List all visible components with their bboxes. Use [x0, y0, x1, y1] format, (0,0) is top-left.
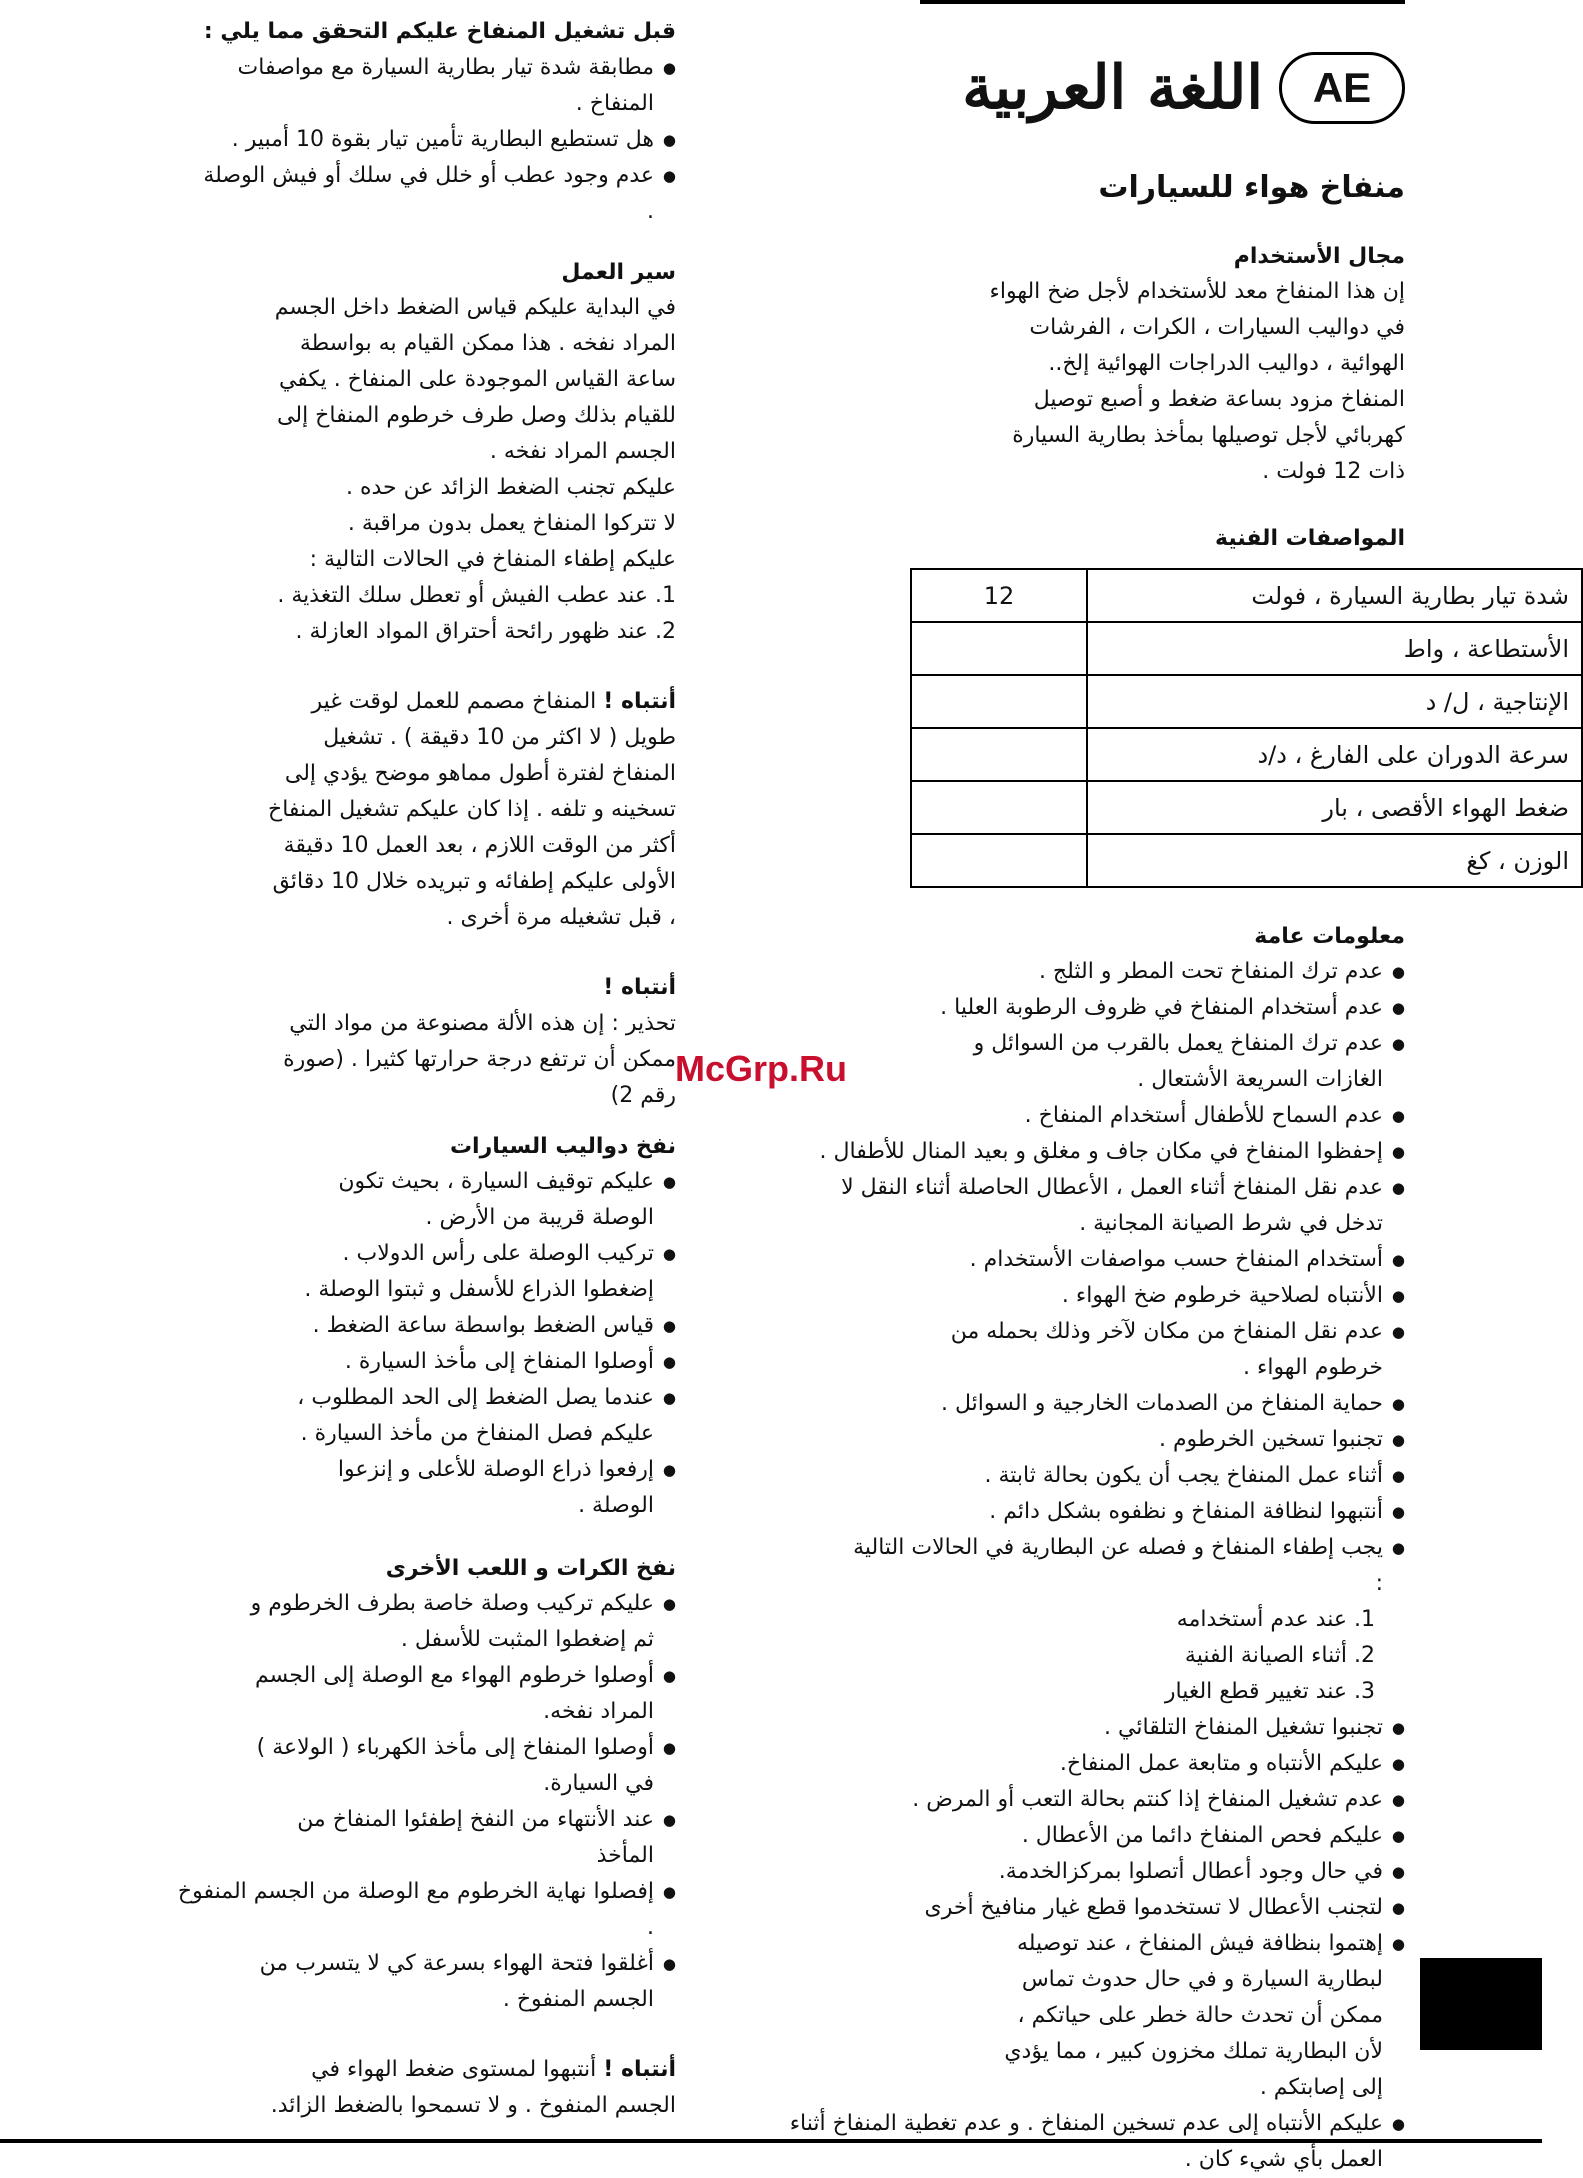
list-item: ● أستخدام المنفاخ حسب مواصفات الأستخدام . [910, 1242, 1405, 1278]
shutdown-cases-list [910, 1602, 1375, 1710]
list-item: ● الأنتباه لصلاحية خرطوم ضخ الهواء . [910, 1278, 1405, 1314]
spec-label: الإنتاجية ، ل/ د [1087, 675, 1582, 728]
numbered-item: 3. عند تغيير قطع الغيار [1164, 1679, 1375, 1704]
table-row [911, 834, 1582, 887]
list-item: ● عدم أستخدام المنفاخ في ظروف الرطوبة العليا . [840, 990, 1405, 1026]
table-row [911, 781, 1582, 834]
spec-label: الوزن ، كغ [1087, 834, 1582, 887]
table-row [911, 675, 1582, 728]
operation-numbered-item: 2. عند ظهور رائحة أحتراق المواد العازلة . [295, 619, 676, 644]
balls-list [177, 1586, 676, 2018]
list-item: ● هل تستطيع البطارية تأمين تيار بقوة 10 أمبير . [196, 122, 676, 158]
spec-value [911, 728, 1087, 781]
page-title: اللغة العربية [962, 52, 1263, 123]
operation-text: عليكم إطفاء المنفاخ في الحالات التالية : [309, 547, 676, 572]
list-item: ● تركيب الوصلة على رأس الدولاب . إضغطوا الذراع للأسفل و ثبتوا الوصلة . [276, 1236, 676, 1308]
list-item: ● لتجنب الأعطال لا تستخدموا قطع غيار منافيخ أخرى [840, 1890, 1405, 1926]
list-item: ● عدم وجود عطب أو خلل في سلك أو فيش الوصلة . [196, 158, 676, 230]
list-item: ● مطابقة شدة تيار بطارية السيارة مع مواصفات المنفاخ . [196, 50, 676, 122]
tires-heading: نفخ دواليب السيارات [449, 1134, 676, 1159]
list-item: ● عندما يصل الضغط إلى الحد المطلوب ، عليكم فصل المنفاخ من مأخذ السيارة . [276, 1380, 676, 1452]
list-item: ● أوصلوا المنفاخ إلى مأخذ الكهرباء ( الولاعة ) في السيارة. [236, 1730, 676, 1802]
numbered-item: 2. أثناء الصيانة الفنية [1184, 1643, 1375, 1668]
spec-value [911, 781, 1087, 834]
specs-table [910, 568, 1583, 888]
side-tab-marker [1420, 1958, 1542, 2050]
list-item: ● عدم ترك المنفاخ تحت المطر و الثلج . [910, 954, 1405, 990]
spec-value [911, 834, 1087, 887]
list-item: ● عدم السماح للأطفال أستخدام المنفاخ . [910, 1098, 1405, 1134]
list-item: ● عليكم الأنتباه إلى عدم تسخين المنفاخ . و عدم تغطية المنفاخ أثناء العمل بأي شيء كان . [760, 2106, 1405, 2178]
list-item: ● أوصلوا المنفاخ إلى مأخذ السيارة . [276, 1344, 676, 1380]
precheck-heading: قبل تشغيل المنفاخ عليكم التحقق مما يلي : [203, 19, 676, 44]
table-row [911, 569, 1582, 622]
table-row [911, 622, 1582, 675]
list-item: ● تجنبوا تسخين الخرطوم . [910, 1422, 1405, 1458]
right-column [789, 30, 1569, 2178]
general-heading: معلومات عامة [1254, 924, 1405, 949]
operation-text: في البداية عليكم قياس الضغط داخل الجسم المراد نفخه . هذا ممكن القيام به بواسطة ساعة القياس الموجودة على المنفاخ . يكفي للقيام بذلك وصل طرف خرطوم المنفاخ إلى الجسم المراد نفخه . [274, 295, 676, 464]
list-item: ● أغلقوا فتحة الهواء بسرعة كي لا يتسرب من الجسم المنفوخ . [236, 1946, 676, 2018]
attention-text: أنتبهوا لمستوى ضغط الهواء في الجسم المنفوخ . و لا تسمحوا بالضغط الزائد. [270, 2057, 676, 2118]
list-item: ● إفصلوا نهاية الخرطوم مع الوصلة من الجسم المنفوخ . [166, 1874, 676, 1946]
list-item: ● إحفظوا المنفاخ في مكان جاف و مغلق و بعيد المنال للأطفال . [760, 1134, 1405, 1170]
list-item: ● عليكم توقيف السيارة ، بحيث تكون الوصلة قريبة من الأرض . [276, 1164, 676, 1236]
list-item: ● عدم ترك المنفاخ يعمل بالقرب من السوائل و الغازات السريعة الأشتعال . [910, 1026, 1405, 1098]
product-title: منفاخ هواء للسيارات [1098, 170, 1405, 205]
spec-value [911, 675, 1087, 728]
list-item: ● أوصلوا خرطوم الهواء مع الوصلة إلى الجسم المراد نفخه. [236, 1658, 676, 1730]
attention-text: تحذير : إن هذه الألة مصنوعة من مواد التي ممكن أن ترتفع درجة حرارتها كثيرا . (صورة رقم 2) [283, 1011, 676, 1108]
operation-numbered-item: 1. عند عطب الفيش أو تعطل سلك التغذية . [277, 583, 676, 608]
spec-value: 12 [911, 569, 1087, 622]
usage-text: إن هذا المنفاخ معد للأستخدام لأجل ضخ الهواء في دواليب السيارات ، الكرات ، الفرشات الهوائية ، دواليب الدراجات الهوائية إلخ.. المنفاخ مزود بساعة ضغط و أصبع توصيل كهربائي لأجل توصيلها بمأخذ بطارية السيارة ذات 12 فولت . [989, 279, 1405, 484]
list-item: ● عدم نقل المنفاخ من مكان لآخر وذلك بحمله من خرطوم الهواء . [910, 1314, 1405, 1386]
attention-label: أنتباه ! [603, 2057, 676, 2082]
list-item: ● حماية المنفاخ من الصدمات الخارجية و السوائل . [840, 1386, 1405, 1422]
title-row [910, 30, 1405, 145]
spec-label: ضغط الهواء الأقصى ، بار [1087, 781, 1582, 834]
list-item: ● أثناء عمل المنفاخ يجب أن يكون بحالة ثابتة . [910, 1458, 1405, 1494]
precheck-list [196, 50, 676, 230]
list-item: ● عليكم تركيب وصلة خاصة بطرف الخرطوم و ثم إضغطوا المثبت للأسفل . [236, 1586, 676, 1658]
spec-label: سرعة الدوران على الفارغ ، د/د [1087, 728, 1582, 781]
operation-text: لا تتركوا المنفاخ يعمل بدون مراقبة . [347, 511, 676, 536]
attention-block [261, 684, 676, 936]
usage-heading: مجال الأستخدام [1233, 244, 1405, 269]
list-item: ● عليكم فحص المنفاخ دائما من الأعطال . [910, 1818, 1405, 1854]
tires-list [276, 1164, 676, 1524]
table-row [911, 728, 1582, 781]
watermark: McGrp.Ru [675, 1048, 848, 1089]
list-item: ● يجب إطفاء المنفاخ و فصله عن البطارية في الحالات التالية : [840, 1530, 1405, 1602]
spec-value [911, 622, 1087, 675]
list-item: ● عليكم الأنتباه و متابعة عمل المنفاخ. [910, 1746, 1405, 1782]
spec-label: شدة تيار بطارية السيارة ، فولت [1087, 569, 1582, 622]
list-item: ● قياس الضغط بواسطة ساعة الضغط . [276, 1308, 676, 1344]
list-item: ● إهتموا بنظافة فيش المنفاخ ، عند توصيله لبطارية السيارة و في حال حدوث تماس ممكن أن تحدث حالة خطر على حياتكم ، لأن البطارية تملك مخزون كبير ، مما يؤدي إلى إصابتكم . [983, 1926, 1405, 2106]
list-item: ● أنتبهوا لنظافة المنفاخ و نظفوه بشكل دائم . [910, 1494, 1405, 1530]
operation-heading: سير العمل [561, 260, 676, 285]
specs-heading: المواصفات الفنية [1215, 526, 1405, 551]
general-list-continued [789, 1710, 1405, 2178]
list-item: ● عدم نقل المنفاخ أثناء العمل ، الأعطال الحاصلة أثناء النقل لا تدخل في شرط الصيانة المجانية . [840, 1170, 1405, 1242]
general-list [819, 954, 1405, 1602]
attention-block [261, 2052, 676, 2124]
numbered-item: 1. عند عدم أستخدامه [1176, 1607, 1375, 1632]
spec-label: الأستطاعة ، واط [1087, 622, 1582, 675]
balls-heading: نفخ الكرات و اللعب الأخرى [385, 1556, 676, 1581]
attention-label: أنتباه ! [603, 689, 676, 714]
language-badge: AE [1279, 52, 1405, 124]
top-rule [920, 0, 1405, 4]
list-item: ● إرفعوا ذراع الوصلة للأعلى و إنزعوا الوصلة . [276, 1452, 676, 1524]
operation-text: عليكم تجنب الضغط الزائد عن حده . [345, 475, 676, 500]
left-column [177, 14, 676, 2124]
list-item: ● في حال وجود أعطال أتصلوا بمركزالخدمة. [910, 1854, 1405, 1890]
list-item: ● تجنبوا تشغيل المنفاخ التلقائي . [910, 1710, 1405, 1746]
attention-label: أنتباه ! [603, 975, 676, 1000]
attention-text: المنفاخ مصمم للعمل لوقت غير طويل ( لا اكثر من 10 دقيقة ) . تشغيل المنفاخ لفترة أطول مماهو موضح يؤدي إلى تسخينه و تلفه . إذا كان عليكم تشغيل المنفاخ أكثر من الوقت اللازم ، بعد العمل 10 دقيقة الأولى عليكم إطفائه و تبريده خلال 10 دقائق ، قبل تشغيله مرة أخرى . [268, 689, 676, 930]
list-item: ● عند الأنتهاء من النفخ إطفئوا المنفاخ من المأخذ [236, 1802, 676, 1874]
list-item: ● عدم تشغيل المنفاخ إذا كنتم بحالة التعب أو المرض . [840, 1782, 1405, 1818]
